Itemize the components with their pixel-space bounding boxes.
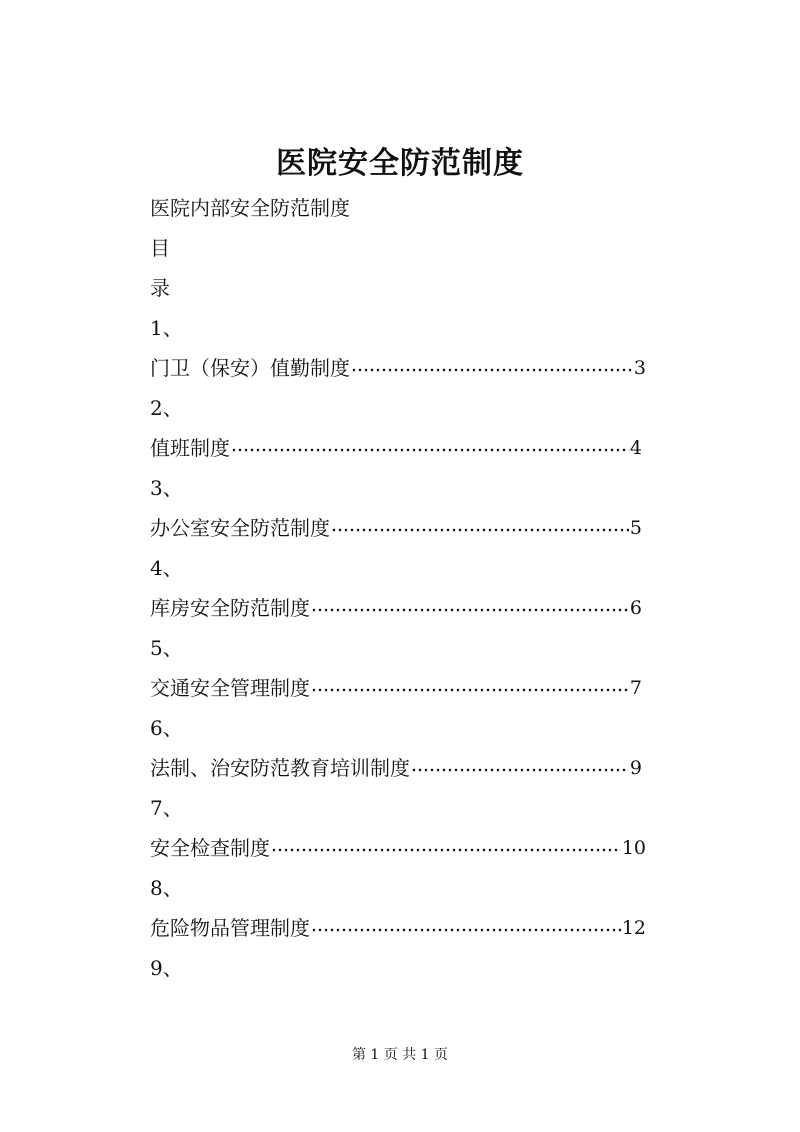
toc-entry-page: 10 — [621, 837, 646, 859]
toc-entry-page: 5 — [629, 517, 642, 539]
toc-entry-label: 门卫（保安）值勤制度 — [150, 356, 350, 380]
toc-entry — [150, 508, 642, 548]
toc-entry — [150, 668, 642, 708]
toc-entry-page: 7 — [629, 677, 642, 699]
toc-number: 3、 — [150, 476, 183, 500]
toc-leader-dots — [271, 848, 621, 852]
toc-entry — [150, 428, 642, 468]
toc-heading-lu: 录 — [150, 276, 170, 300]
toc-entry — [150, 588, 642, 628]
toc-entry-page: 4 — [629, 437, 642, 459]
toc-entry-label: 交通安全管理制度 — [150, 676, 310, 700]
document-title: 医院安全防范制度 — [276, 146, 524, 181]
toc-number: 6、 — [150, 716, 183, 740]
toc-entry-page: 9 — [629, 757, 642, 779]
toc-leader-dots — [331, 528, 629, 532]
subtitle-line: 医院内部安全防范制度 — [150, 196, 350, 220]
toc-entry-page: 12 — [621, 917, 646, 939]
toc-leader-dots — [311, 688, 629, 692]
toc-number: 8、 — [150, 876, 183, 900]
toc-leader-dots — [311, 608, 629, 612]
toc-leader-dots — [351, 368, 633, 372]
toc-entry-page: 3 — [633, 357, 646, 379]
document-body — [150, 188, 670, 988]
toc-number: 9、 — [150, 956, 183, 980]
toc-entry — [150, 828, 646, 868]
toc-leader-dots — [411, 768, 629, 772]
toc-number: 2、 — [150, 396, 183, 420]
toc-entry-label: 值班制度 — [150, 436, 230, 460]
toc-entry-label: 办公室安全防范制度 — [150, 516, 330, 540]
toc-heading-mu: 目 — [150, 236, 170, 260]
toc-entry — [150, 348, 646, 388]
page-footer: 第 1 页 共 1 页 — [351, 1047, 449, 1063]
toc-entry-label: 危险物品管理制度 — [150, 916, 310, 940]
toc-entry-label: 库房安全防范制度 — [150, 596, 310, 620]
toc-entry — [150, 908, 646, 948]
toc-number: 7、 — [150, 796, 183, 820]
toc-leader-dots — [231, 448, 629, 452]
toc-number: 5、 — [150, 636, 183, 660]
toc-number: 4、 — [150, 556, 183, 580]
toc-entry-page: 6 — [629, 597, 642, 619]
toc-number: 1、 — [150, 316, 183, 340]
toc-leader-dots — [311, 928, 621, 932]
toc-entry-label: 法制、治安防范教育培训制度 — [150, 756, 410, 780]
toc-entry-label: 安全检查制度 — [150, 836, 270, 860]
toc-entry — [150, 748, 642, 788]
